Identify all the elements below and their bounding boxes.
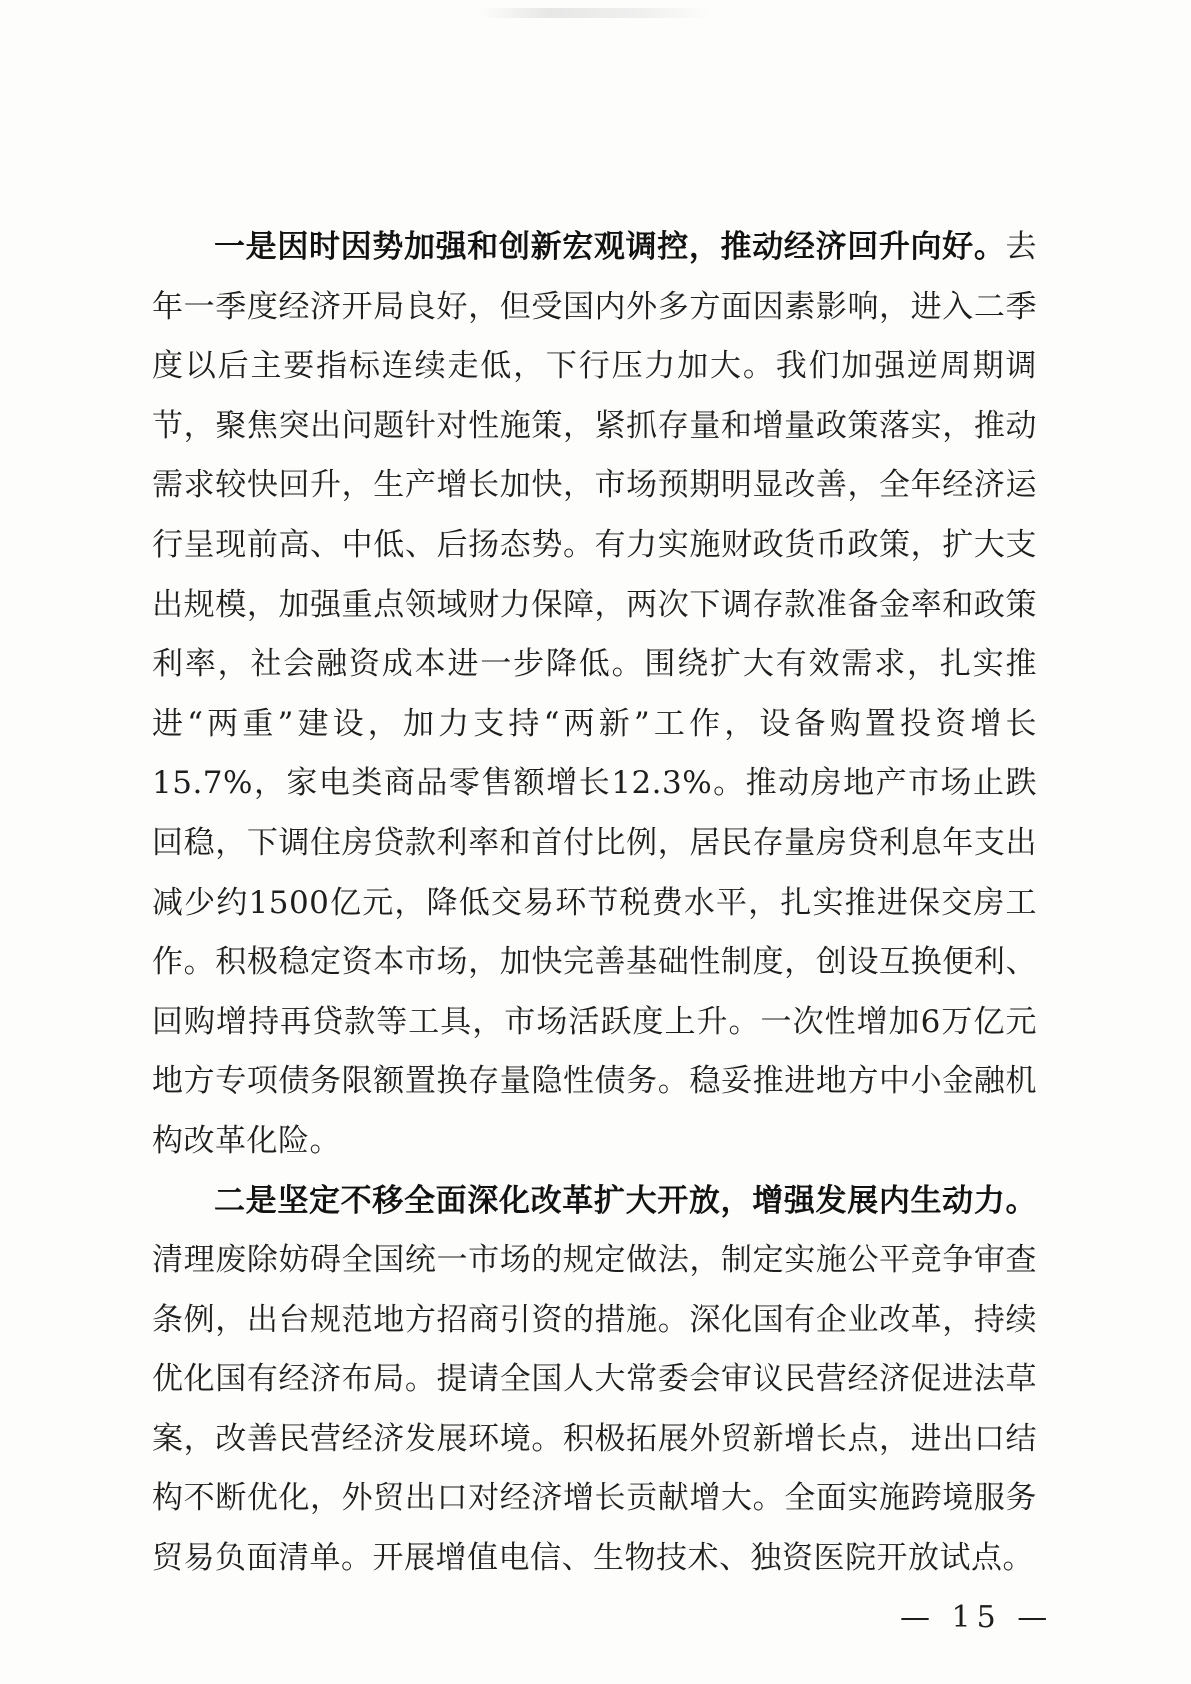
scan-artifact (480, 8, 710, 18)
document-body (152, 218, 1037, 1589)
paragraph-2-body: 清理废除妨碍全国统一市场的规定做法，制定实施公平竞争审查条例，出台规范地方招商引资的措施。深化国有企业改革，持续优化国有经济布局。提请全国人大常委会审议民营经济促进法草案，改善民营经济发展环境。积极拓展外贸新增长点，进出口结构不断优化，外贸出口对经济增长贡献增大。全面实施跨境服务贸易负面清单。开展增值电信、生物技术、独资医院开放试点。 (152, 1242, 1037, 1577)
page-number: — 15 — (900, 1600, 1054, 1635)
paragraph-2-lead: 二是坚定不移全面深化改革扩大开放，增强发展内生动力。 (214, 1182, 1037, 1219)
paragraph-1 (152, 218, 1037, 1172)
paragraph-1-body: 去年一季度经济开局良好，但受国内外多方面因素影响，进入二季度以后主要指标连续走低，下行压力加大。我们加强逆周期调节，聚焦突出问题针对性施策，紧抓存量和增量政策落实，推动需求较快回升，生产增长加快，市场预期明显改善，全年经济运行呈现前高、中低、后扬态势。有力实施财政货币政策，扩大支出规模，加强重点领域财力保障，两次下调存款准备金率和政策利率，社会融资成本进一步降低。围绕扩大有效需求，扎实推进“两重”建设，加力支持“两新”工作，设备购置投资增长15.7%，家电类商品零售额增长12.3%。推动房地产市场止跌回稳，下调住房贷款利率和首付比例，居民存量房贷利息年支出减少约1500亿元，降低交易环节税费水平，扎实推进保交房工作。积极稳定资本市场，加快完善基础性制度，创设互换便利、回购增持再贷款等工具，市场活跃度上升。一次性增加6万亿元地方专项债务限额置换存量隐性债务。稳妥推进地方中小金融机构改革化险。 (152, 229, 1037, 1159)
paragraph-1-lead: 一是因时因势加强和创新宏观调控，推动经济回升向好。 (214, 229, 1006, 265)
paragraph-2 (152, 1172, 1037, 1589)
